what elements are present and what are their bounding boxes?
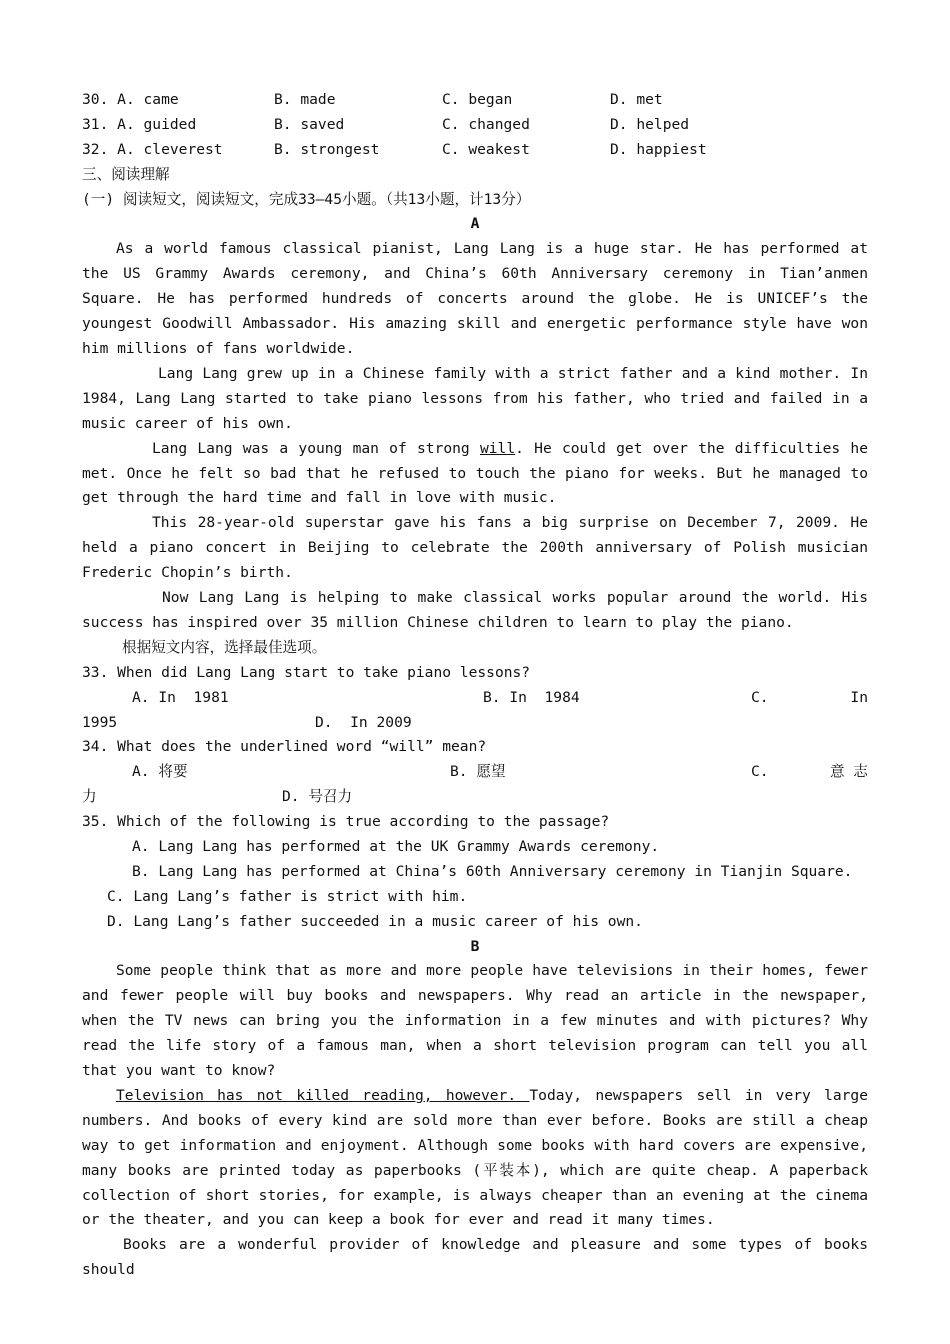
option-a: A. cleverest <box>117 140 223 158</box>
option-b: B. strongest <box>274 140 380 158</box>
passage-a-direction: 根据短文内容，选择最佳选项。 <box>122 638 327 656</box>
passage-a-paragraph-5: Now Lang Lang is helping to make classical works popular around the world. His success has inspired over 35 million Chinese children to learn to play the piano. <box>82 589 868 631</box>
option-d: D. met <box>610 91 663 108</box>
option-b: B. Lang Lang has performed at China’s 60th Anniversary ceremony in Tianjin Square. <box>132 862 853 880</box>
question-32 <box>82 138 868 163</box>
option-a: A. In 1981 <box>132 688 229 706</box>
question-30 <box>82 88 868 113</box>
option-b: B. 愿望 <box>450 763 506 781</box>
option-a: A. guided <box>117 115 197 133</box>
p3-text-before: Lang Lang was a young man of strong <box>152 439 480 457</box>
option-d: D. In 2009 <box>315 713 412 731</box>
option-a: A. Lang Lang has performed at the UK Grammy Awards ceremony. <box>132 837 660 855</box>
option-c: C. began <box>442 91 513 108</box>
question-number: 30. <box>82 91 109 108</box>
option-d: D. Lang Lang’s father succeeded in a music career of his own. <box>107 912 643 930</box>
question-31 <box>82 113 868 138</box>
option-c-value: In <box>850 688 868 706</box>
question-34-stem: 34. What does the underlined word “will” mean? <box>82 738 487 756</box>
option-c: C. <box>751 763 769 781</box>
option-c-value: 意 志 <box>830 763 868 781</box>
option-d: D. happiest <box>610 140 707 158</box>
exam-page <box>82 88 868 1283</box>
question-33-options-cont <box>82 711 868 736</box>
question-number: 31. <box>82 115 109 133</box>
passage-a-paragraph-4: This 28-year-old superstar gave his fans a big surprise on December 7, 2009. He held a piano concert in Beijing to celebrate the 200th anniversary of Polish musician Frederic Chopin’s birth. <box>82 514 868 582</box>
question-35-stem: 35. Which of the following is true according to the passage? <box>82 813 610 831</box>
underlined-word-will: will <box>479 439 516 457</box>
option-a: A. came <box>117 91 179 108</box>
option-c: C. <box>751 688 769 706</box>
option-b: B. made <box>274 91 336 108</box>
question-34-options-cont <box>82 785 868 810</box>
option-c: C. weakest <box>442 140 530 158</box>
passage-a-title: A <box>470 215 480 233</box>
option-c: C. Lang Lang’s father is strict with him. <box>107 887 468 905</box>
section-heading: 三、阅读理解 <box>82 165 170 183</box>
option-c-continued: 力 <box>82 788 97 806</box>
option-c: C. changed <box>442 115 530 133</box>
underlined-sentence: Television has not killed reading, however. <box>116 1086 530 1104</box>
option-d: D. 号召力 <box>282 788 353 806</box>
option-c-continued: 1995 <box>82 713 118 731</box>
option-d: D. helped <box>610 115 690 133</box>
passage-b-paragraph-3: Books are a wonderful provider of knowledge and pleasure and some types of books should <box>82 1236 868 1279</box>
p3-text-after: . He could get over the difficulties he met. Once he felt so bad that he refused to touch the piano for weeks. But he managed to get through the hard time and fall in love with music. <box>82 439 868 507</box>
option-a: A. 将要 <box>132 763 188 781</box>
question-33-options <box>82 686 868 711</box>
passage-a-paragraph-2: Lang Lang grew up in a Chinese family with a strict father and a kind mother. In 1984, Lang Lang started to take piano lessons from his father, who tried and failed in a music career of his own. <box>82 364 868 432</box>
passage-a-paragraph-3 <box>82 437 868 512</box>
passage-b-paragraph-2 <box>82 1084 868 1233</box>
option-b: B. In 1984 <box>483 688 580 706</box>
question-number: 32. <box>82 140 109 158</box>
passage-b-paragraph-1: Some people think that as more and more people have televisions in their homes, fewer and fewer people will buy books and newspapers. Why read an article in the newspaper, when the TV news can bring you the information in a few minutes and with pictures? Why read the life story of a famous man, when a short television program can tell you all that you want to know? <box>82 962 868 1080</box>
question-33-stem: 33. When did Lang Lang start to take piano lessons? <box>82 663 531 681</box>
passage-b-title: B <box>470 937 480 955</box>
p2-rest: Today, newspapers sell in very large numbers. And books of every kind are sold more than ever before. Books are still a cheap way to get information and enjoyment. Although some books with hard covers are expensive, many books are printed today as paperbooks (平装本), which are quite cheap. A paperback collection of short stories, for example, is always cheaper than an evening at the cinema or the theater, and you can keep a book for ever and read it many times. <box>82 1086 868 1229</box>
passage-a-paragraph-1: As a world famous classical pianist, Lang Lang is a huge star. He has performed at the US Grammy Awards ceremony, and China’s 60th Anniversary ceremony in Tian’anmen Square. He has performed hundreds of concerts around the globe. He is UNICEF’s the youngest Goodwill Ambassador. His amazing skill and energetic performance style have won him millions of fans worldwide. <box>82 240 868 357</box>
option-b: B. saved <box>274 115 345 133</box>
section-instruction: (一) 阅读短文，阅读短文，完成33—45小题。（共13小题，计13分） <box>82 190 531 208</box>
question-34-options <box>82 760 868 785</box>
